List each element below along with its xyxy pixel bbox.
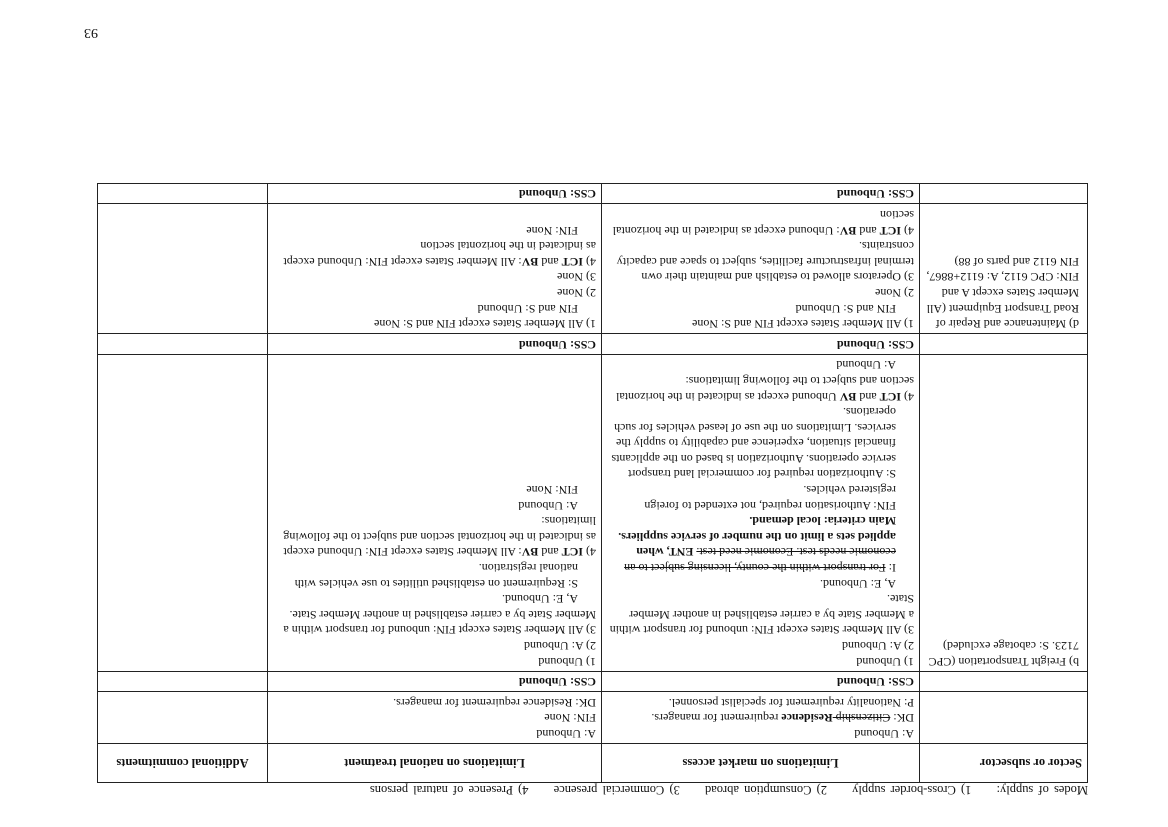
css-market: CSS: Unbound: [602, 671, 920, 692]
text-line: 1) All Member States except FIN and S: None: [692, 317, 914, 332]
text-line: 1) Unbound: [856, 654, 914, 669]
text-line: FIN: None: [544, 711, 596, 726]
text-line: A: Unbound: [836, 358, 896, 373]
additional-cell: [98, 354, 268, 671]
text-line: DK: Citizenship Residence requirement for managers.: [651, 711, 914, 726]
sector-cell: [920, 692, 1088, 744]
text-line: DK: Residence requirement for managers.: [393, 695, 596, 710]
header-market-access: Limitations on market access: [602, 744, 920, 783]
text-line: I: For transport within the county, licensing subject to an economic needs test. Economic need test. ENT, when applied sets a limit on the number of service suppliers. Main criteria: local demand.: [618, 514, 896, 576]
css-national: CSS: Unbound: [268, 334, 602, 355]
page-number: 93: [84, 25, 98, 40]
modes-prefix: Modes of supply:: [996, 783, 1088, 797]
mode-3: 3) Commercial presence: [553, 783, 680, 797]
css-row: [98, 334, 1088, 355]
market-access-cell: [602, 354, 920, 671]
sector-cell: [920, 334, 1088, 355]
css-market: CSS: Unbound: [602, 334, 920, 355]
table-row: [98, 354, 1088, 671]
text-line: FIN and S: Unbound: [795, 301, 896, 316]
text-line: A, E: Unbound.: [820, 576, 896, 591]
text-line: 1) All Member States except FIN and S: None: [374, 317, 596, 332]
text-line: FIN and S: Unbound: [477, 301, 578, 316]
text-line: A, E: Unbound.: [502, 592, 578, 607]
text-line: 4) ICT and BV: All Member States except FIN: Unbound except as indicated in the horizontal section and subject to the following limitations:: [283, 514, 596, 560]
mode-2: 2) Consumption abroad: [704, 783, 827, 797]
text-line: 4) ICT and BV: Unbound except as indicated in the horizontal section: [612, 208, 914, 238]
mode-1: 1) Cross-border supply: [852, 783, 972, 797]
text-line: 3) Operators allowed to establish and maintain their own terminal infrastructure facilities, subject to space and capacity constraints.: [616, 239, 914, 285]
text-line: FIN: Authorisation required, not extended to foreign registered vehicles.: [644, 483, 896, 513]
text-line: 3) All Member States except FIN: unbound for transport within a Member State by a carrier established in another Member State.: [609, 592, 914, 638]
additional-cell: [98, 183, 268, 204]
additional-cell: [98, 334, 268, 355]
css-row: [98, 183, 1088, 204]
text-line: A: Unbound: [536, 727, 596, 741]
table-row: [98, 204, 1088, 334]
table-row: [98, 692, 1088, 744]
additional-cell: [98, 204, 268, 334]
text-line: 1) Unbound: [538, 654, 596, 669]
table-header-row: [98, 744, 1088, 783]
text-line: P: Nationality requirement for specialist personnel.: [668, 695, 914, 710]
css-market: CSS: Unbound: [602, 183, 920, 204]
text-line: 4) ICT and BV Unbound except as indicated in the horizontal section and subject to the following limitations:: [616, 373, 914, 404]
national-treatment-cell: [268, 354, 602, 671]
sector-cell: [920, 671, 1088, 692]
additional-cell: [98, 692, 268, 744]
additional-cell: [98, 671, 268, 692]
market-access-cell: [602, 692, 920, 744]
css-national: CSS: Unbound: [268, 183, 602, 204]
sector-maintenance: d) Maintenance and Repair of Road Transport Equipment (All Member States except A and FIN: CPC 6112, A: 6112+8867, FIN 6112 and parts of 88): [920, 204, 1088, 334]
text-line: S: Authorization required for commercial land transport service operations. Authorization is based on the applicants financial situation, experience and capability to supply the services. Limitations on the use of leased vehicles for such operations.: [611, 405, 896, 482]
commitments-table: [97, 183, 1088, 783]
text-line: FIN: None: [526, 223, 578, 238]
sector-cell: [920, 183, 1088, 204]
sector-freight: b) Freight Transportation (CPC 7123. S: cabotage excluded): [920, 354, 1088, 671]
modes-of-supply: [350, 782, 1088, 797]
text-line: 3) None: [557, 270, 596, 285]
text-line: 2) A: Unbound: [524, 639, 596, 654]
header-sector: Sector or subsector: [920, 744, 1088, 783]
text-line: 3) All Member States except FIN: unbound for transport within a Member State by a carrier established in another Member State.: [283, 607, 596, 638]
text-line: 2) None: [557, 285, 596, 300]
text-line: 4) ICT and BV: All Member States except FIN: Unbound except as indicated in the horizontal section: [283, 239, 596, 269]
css-row: [98, 671, 1088, 692]
css-national: CSS: Unbound: [268, 671, 602, 692]
header-national-treatment: Limitations on national treatment: [268, 744, 602, 783]
national-treatment-cell: [268, 204, 602, 334]
text-line: 2) A: Unbound: [842, 639, 914, 654]
text-line: A: Unbound: [854, 727, 914, 741]
market-access-cell: [602, 204, 920, 334]
text-line: S: Requirement on established utilities to use vehicles with national registration.: [294, 561, 578, 591]
mode-4: 4) Presence of natural persons: [369, 783, 529, 797]
text-line: 2) None: [875, 285, 914, 300]
header-additional: Additional commitments: [98, 744, 268, 783]
national-treatment-cell: [268, 692, 602, 744]
text-line: FIN: None: [526, 483, 578, 498]
text-line: A: Unbound: [518, 498, 578, 513]
